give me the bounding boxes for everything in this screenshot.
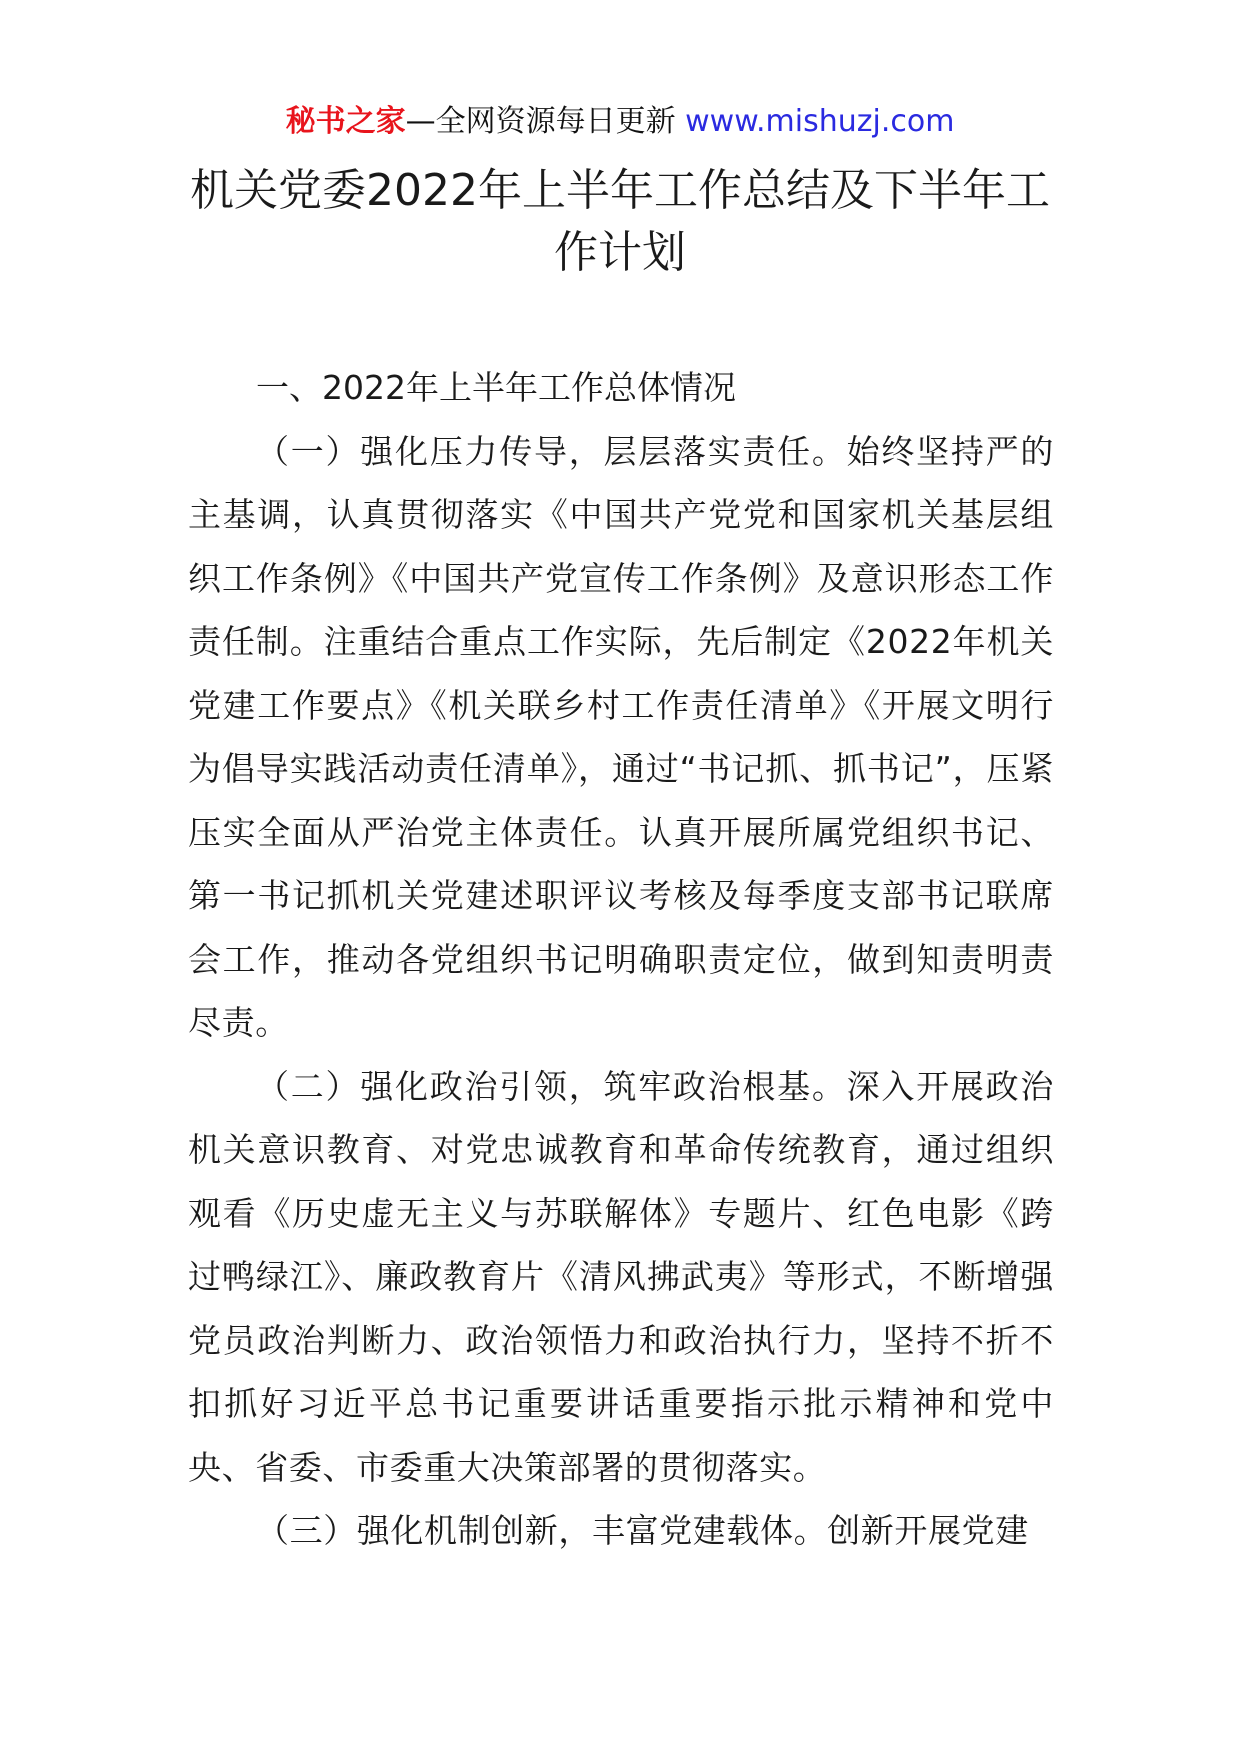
- section-heading: 一、2022年上半年工作总体情况: [256, 368, 736, 407]
- site-url-link[interactable]: www.mishuzj.com: [685, 104, 955, 139]
- paragraph-3: （三）强化机制创新，丰富党建载体。创新开展党建: [256, 1511, 1029, 1550]
- header-slogan: —全网资源每日更新: [405, 104, 686, 139]
- paragraph-2: （二）强化政治引领，筑牢政治根基。深入开展政治机关意识教育、对党忠诚教育和革命传统教育，通过组织观看《历史虚无主义与苏联解体》专题片、红色电影《跨过鸭绿江》、廉政教育片《清风拂武夷》等形式，不断增强党员政治判断力、政治领悟力和政治执行力，坚持不折不扣抓好习近平总书记重要讲话重要指示批示精神和党中央、省委、市委重大决策部署的贯彻落实。: [188, 1066, 1054, 1487]
- paragraph-1: （一）强化压力传导，层层落实责任。始终坚持严的主基调，认真贯彻落实《中国共产党党和国家机关基层组织工作条例》《中国共产党宣传工作条例》及意识形态工作责任制。注重结合重点工作实际，先后制定《2022年机关党建工作要点》《机关联乡村工作责任清单》《开展文明行为倡导实践活动责任清单》，通过“书记抓、抓书记”，压紧压实全面从严治党主体责任。认真开展所属党组织书记、第一书记抓机关党建述职评议考核及每季度支部书记联席会工作，推动各党组织书记明确职责定位，做到知责明责尽责。: [188, 431, 1054, 1042]
- brand-name: 秘书之家: [285, 104, 406, 139]
- document-title: 机关党委2022年上半年工作总结及下半年工作计划: [190, 165, 1050, 278]
- document-body: [188, 356, 1054, 1563]
- site-header: [0, 100, 1240, 144]
